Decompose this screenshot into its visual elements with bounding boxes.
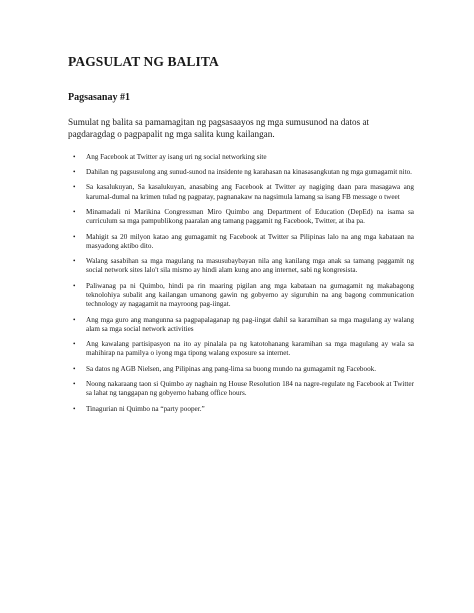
list-item (68, 168, 414, 177)
list-item-text: Minamadali ni Marikina Congressman Miro Quimbo ang Department of Education (DepEd) na isama sa curriculum sa mga pampublikong paaralan ang tamang paggamit ng Facebook, Twitter, at iba pa. (86, 207, 414, 226)
bullet-icon: • (73, 404, 76, 413)
list-item-text: Tinagurian ni Quimbo na “party pooper.” (86, 404, 205, 413)
list-item-text: Ang mga guro ang mangunna sa pagpapalaganap ng pag-iingat dahil sa karamihan sa mga magulang ay walang alam sa mga social network activities (86, 315, 414, 333)
document-title: PAGSULAT NG BALITA (68, 54, 219, 69)
bullet-icon: • (73, 152, 76, 161)
list-item (68, 208, 414, 226)
list-item-text: Sa kasalukuyan, Sa kasalukuyan, anasabing ang Facebook at Twitter ay nagiging daan para masagawa ang karumal-dumal na krimen tulad ng pagpatay, pagnanakaw na nagsimula lamang sa isang FB message o tweet (86, 183, 414, 201)
bullet-icon: • (73, 315, 76, 324)
list-item (68, 380, 414, 398)
list-item (68, 316, 414, 334)
list-item-text: Paliwanag pa ni Quimbo, hindi pa rin maaring pigilan ang mga kabataan na gumagamit ng makabagong teknolohiya subalit ang kailangan umanong gawin ng gobyerno ay siguruhin na ang bagong communication technology ay nagagamit na mayroong pag-iingat. (86, 281, 414, 309)
bullet-icon: • (73, 364, 76, 373)
list-item-text: Mahigit sa 20 milyon katao ang gumagamit ng Facebook at Twitter sa Pilipinas lalo na ang mga kabataan na masyadong aktibo dito. (86, 232, 414, 250)
list-item-text: Ang Facebook at Twitter ay isang uri ng social networking site (86, 152, 267, 161)
list-item-text: Walang sasabihan sa mga magulang na masusubaybayan nila ang kanilang mga anak sa tamang paggamit ng social network sites lalo't sila mismo ay hindi alam kung ano ang internet, sabi ng kongresista. (86, 257, 414, 275)
list-item-text: Dahilan ng pagsusulong ang sunud-sunod na insidente ng karahasan na kinasasangkutan ng mga gumagamit nito. (86, 167, 412, 176)
bullet-icon: • (73, 257, 76, 266)
list-item-text: Noong nakaraang taon si Quimbo ay naghain ng House Resolution 184 na nagre-regulate ng Facebook at Twitter sa lahat ng tanggapan ng gobyerno habang office hours. (86, 380, 414, 398)
bullet-icon: • (73, 340, 76, 349)
fact-list (68, 153, 414, 414)
bullet-icon: • (73, 380, 76, 389)
bullet-icon: • (73, 232, 76, 241)
exercise-heading: Pagsasanay #1 (68, 92, 130, 103)
list-item (68, 257, 414, 275)
list-item-text: Ang kawalang partisipasyon na ito ay pinalala pa ng katotohanang karamihan sa mga magulang ay wala sa mahihirap na pamilya o iyong mga tipong walang exposure sa internet. (86, 340, 414, 358)
list-item-text: Sa datos ng AGB Nielsen, ang Pilipinas ang pang-lima sa buong mundo na gumagamit ng Facebook. (86, 364, 377, 373)
bullet-icon: • (73, 281, 76, 290)
list-item (68, 365, 414, 374)
list-item (68, 282, 414, 310)
instructions-paragraph: Sumulat ng balita sa pamamagitan ng pagsasaayos ng mga sumusunod na datos at pagdaragdag o pagpapalit ng mga salita kung kailangan. (68, 117, 370, 139)
list-item (68, 233, 414, 251)
bullet-icon: • (73, 183, 76, 192)
list-item (68, 153, 414, 162)
bullet-icon: • (73, 207, 76, 216)
list-item (68, 405, 414, 414)
list-item (68, 340, 414, 358)
bullet-icon: • (73, 167, 76, 176)
list-item (68, 183, 414, 201)
